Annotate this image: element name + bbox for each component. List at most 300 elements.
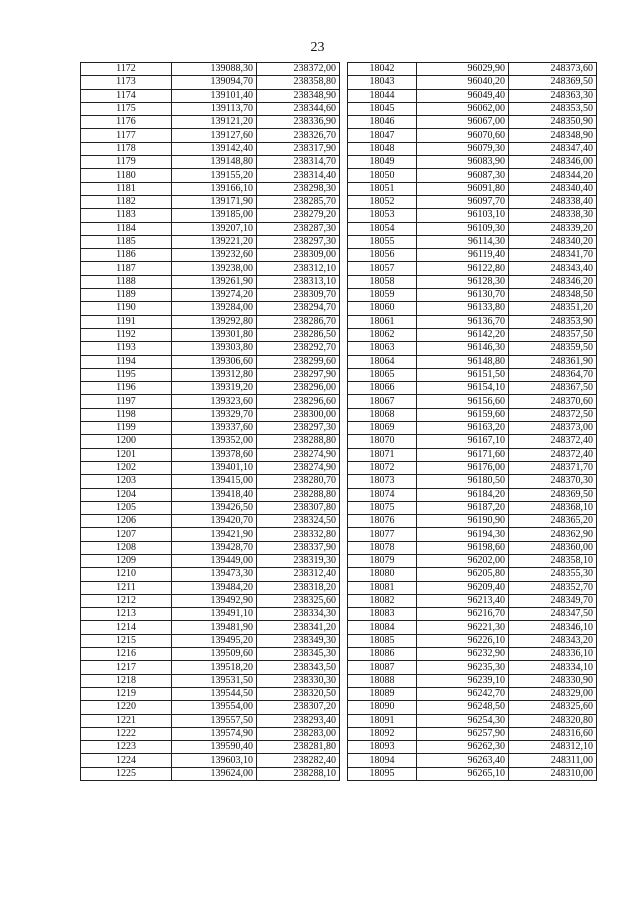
left-coord-x-cell: 139319,20 [172,382,257,395]
left-point-number-cell: 1208 [81,541,172,554]
left-point-number-cell: 1188 [81,275,172,288]
right-coord-x-cell: 96184,20 [417,488,509,501]
left-point-number-cell: 1200 [81,435,172,448]
right-coord-y-cell: 248358,10 [509,554,597,567]
right-coord-y-cell: 248351,20 [509,302,597,315]
right-coord-x-cell: 96154,10 [417,382,509,395]
left-coord-x-cell: 139518,20 [172,661,257,674]
table-row [81,528,597,541]
left-coord-y-cell: 238349,30 [257,634,340,647]
column-gap [340,262,348,275]
right-coord-x-cell: 96221,30 [417,621,509,634]
left-coord-y-cell: 238313,10 [257,275,340,288]
right-coord-y-cell: 248316,60 [509,727,597,740]
table-row [81,195,597,208]
column-gap [340,528,348,541]
left-coord-x-cell: 139261,90 [172,275,257,288]
right-coord-y-cell: 248320,80 [509,714,597,727]
column-gap [340,634,348,647]
left-coord-y-cell: 238293,40 [257,714,340,727]
left-coord-y-cell: 238318,20 [257,581,340,594]
right-coord-y-cell: 248343,20 [509,634,597,647]
right-coord-y-cell: 248371,70 [509,461,597,474]
right-point-number-cell: 18069 [348,422,417,435]
column-gap [340,554,348,567]
left-coord-y-cell: 238336,90 [257,116,340,129]
left-coord-y-cell: 238320,50 [257,687,340,700]
left-point-number-cell: 1204 [81,488,172,501]
left-point-number-cell: 1190 [81,302,172,315]
coordinates-table [80,62,597,781]
right-point-number-cell: 18076 [348,515,417,528]
right-coord-y-cell: 248361,90 [509,355,597,368]
table-row [81,355,597,368]
column-gap [340,182,348,195]
left-coord-x-cell: 139426,50 [172,501,257,514]
left-coord-y-cell: 238325,60 [257,594,340,607]
column-gap [340,568,348,581]
left-coord-x-cell: 139473,30 [172,568,257,581]
column-gap [340,488,348,501]
left-coord-y-cell: 238337,90 [257,541,340,554]
right-coord-y-cell: 248372,50 [509,408,597,421]
right-coord-y-cell: 248346,10 [509,621,597,634]
left-point-number-cell: 1207 [81,528,172,541]
left-point-number-cell: 1199 [81,422,172,435]
left-coord-x-cell: 139415,00 [172,475,257,488]
table-row [81,328,597,341]
right-coord-y-cell: 248348,50 [509,289,597,302]
table-row [81,501,597,514]
column-gap [340,368,348,381]
right-coord-y-cell: 248346,00 [509,156,597,169]
left-coord-y-cell: 238334,30 [257,608,340,621]
column-gap [340,461,348,474]
right-coord-y-cell: 248348,90 [509,129,597,142]
column-gap [340,116,348,129]
column-gap [340,701,348,714]
left-point-number-cell: 1180 [81,169,172,182]
left-point-number-cell: 1222 [81,727,172,740]
column-gap [340,741,348,754]
left-point-number-cell: 1201 [81,448,172,461]
right-coord-x-cell: 96163,20 [417,422,509,435]
left-point-number-cell: 1216 [81,648,172,661]
right-coord-y-cell: 248340,40 [509,182,597,195]
left-coord-x-cell: 139094,70 [172,76,257,89]
table-row [81,169,597,182]
right-point-number-cell: 18044 [348,89,417,102]
table-row [81,554,597,567]
left-coord-x-cell: 139574,90 [172,727,257,740]
left-coord-x-cell: 139323,60 [172,395,257,408]
left-point-number-cell: 1191 [81,315,172,328]
column-gap [340,621,348,634]
right-point-number-cell: 18042 [348,63,417,76]
left-point-number-cell: 1187 [81,262,172,275]
column-gap [340,608,348,621]
left-coord-x-cell: 139603,10 [172,754,257,767]
left-point-number-cell: 1212 [81,594,172,607]
right-point-number-cell: 18066 [348,382,417,395]
table-row [81,634,597,647]
table-row [81,102,597,115]
table-row [81,541,597,554]
column-gap [340,76,348,89]
right-coord-y-cell: 248336,10 [509,648,597,661]
right-coord-y-cell: 248355,30 [509,568,597,581]
left-coord-y-cell: 238314,40 [257,169,340,182]
right-point-number-cell: 18094 [348,754,417,767]
left-coord-x-cell: 139171,90 [172,195,257,208]
left-coord-x-cell: 139207,10 [172,222,257,235]
left-coord-x-cell: 139301,80 [172,328,257,341]
left-point-number-cell: 1213 [81,608,172,621]
right-point-number-cell: 18056 [348,249,417,262]
right-coord-y-cell: 248370,30 [509,475,597,488]
left-point-number-cell: 1206 [81,515,172,528]
right-point-number-cell: 18068 [348,408,417,421]
left-coord-y-cell: 238312,40 [257,568,340,581]
right-coord-y-cell: 248372,40 [509,448,597,461]
right-coord-y-cell: 248330,90 [509,674,597,687]
table-row [81,621,597,634]
left-coord-x-cell: 139221,20 [172,235,257,248]
left-coord-y-cell: 238288,80 [257,435,340,448]
column-gap [340,687,348,700]
right-coord-y-cell: 248369,50 [509,76,597,89]
page-number: 23 [310,40,325,55]
right-point-number-cell: 18075 [348,501,417,514]
right-coord-x-cell: 96248,50 [417,701,509,714]
table-row [81,129,597,142]
right-coord-x-cell: 96130,70 [417,289,509,302]
table-row [81,289,597,302]
right-coord-x-cell: 96114,30 [417,235,509,248]
left-point-number-cell: 1194 [81,355,172,368]
table-row [81,594,597,607]
right-point-number-cell: 18061 [348,315,417,328]
table-row [81,249,597,262]
left-coord-y-cell: 238288,10 [257,767,340,780]
right-coord-x-cell: 96151,50 [417,368,509,381]
right-coord-x-cell: 96242,70 [417,687,509,700]
table-row [81,741,597,754]
right-coord-y-cell: 248325,60 [509,701,597,714]
right-point-number-cell: 18071 [348,448,417,461]
right-coord-x-cell: 96133,80 [417,302,509,315]
right-point-number-cell: 18082 [348,594,417,607]
right-coord-y-cell: 248347,40 [509,142,597,155]
table-body [81,63,597,781]
right-point-number-cell: 18089 [348,687,417,700]
left-point-number-cell: 1184 [81,222,172,235]
right-coord-x-cell: 96213,40 [417,594,509,607]
column-gap [340,302,348,315]
column-gap [340,422,348,435]
left-point-number-cell: 1183 [81,209,172,222]
right-coord-x-cell: 96146,30 [417,342,509,355]
left-coord-y-cell: 238300,00 [257,408,340,421]
column-gap [340,249,348,262]
left-coord-y-cell: 238326,70 [257,129,340,142]
left-point-number-cell: 1225 [81,767,172,780]
column-gap [340,767,348,780]
right-coord-x-cell: 96062,00 [417,102,509,115]
right-coord-x-cell: 96209,40 [417,581,509,594]
right-coord-x-cell: 96265,10 [417,767,509,780]
left-coord-x-cell: 139421,90 [172,528,257,541]
right-coord-x-cell: 96128,30 [417,275,509,288]
right-point-number-cell: 18059 [348,289,417,302]
left-coord-x-cell: 139329,70 [172,408,257,421]
left-coord-x-cell: 139312,80 [172,368,257,381]
right-coord-y-cell: 248312,10 [509,741,597,754]
left-coord-y-cell: 238283,00 [257,727,340,740]
right-coord-x-cell: 96180,50 [417,475,509,488]
right-coord-y-cell: 248347,50 [509,608,597,621]
right-coord-y-cell: 248340,20 [509,235,597,248]
right-coord-y-cell: 248338,30 [509,209,597,222]
right-coord-y-cell: 248334,10 [509,661,597,674]
left-coord-x-cell: 139185,00 [172,209,257,222]
right-coord-x-cell: 96159,60 [417,408,509,421]
right-point-number-cell: 18084 [348,621,417,634]
left-coord-y-cell: 238309,70 [257,289,340,302]
table-row [81,342,597,355]
right-point-number-cell: 18095 [348,767,417,780]
right-point-number-cell: 18051 [348,182,417,195]
right-coord-x-cell: 96142,20 [417,328,509,341]
right-coord-x-cell: 96202,00 [417,554,509,567]
right-point-number-cell: 18079 [348,554,417,567]
left-coord-y-cell: 238298,30 [257,182,340,195]
right-coord-x-cell: 96122,80 [417,262,509,275]
left-coord-y-cell: 238296,00 [257,382,340,395]
right-point-number-cell: 18046 [348,116,417,129]
right-coord-y-cell: 248353,90 [509,315,597,328]
left-point-number-cell: 1176 [81,116,172,129]
left-coord-x-cell: 139166,10 [172,182,257,195]
column-gap [340,342,348,355]
right-coord-y-cell: 248363,30 [509,89,597,102]
left-coord-y-cell: 238348,90 [257,89,340,102]
right-coord-y-cell: 248373,60 [509,63,597,76]
right-coord-x-cell: 96148,80 [417,355,509,368]
right-point-number-cell: 18065 [348,368,417,381]
left-point-number-cell: 1173 [81,76,172,89]
right-point-number-cell: 18074 [348,488,417,501]
right-point-number-cell: 18070 [348,435,417,448]
right-coord-y-cell: 248352,70 [509,581,597,594]
table-row [81,422,597,435]
right-coord-x-cell: 96194,30 [417,528,509,541]
left-coord-x-cell: 139155,20 [172,169,257,182]
table-row [81,461,597,474]
left-coord-x-cell: 139232,60 [172,249,257,262]
left-coord-y-cell: 238292,70 [257,342,340,355]
left-point-number-cell: 1189 [81,289,172,302]
left-coord-y-cell: 238274,90 [257,448,340,461]
left-coord-y-cell: 238343,50 [257,661,340,674]
table-row [81,608,597,621]
left-coord-y-cell: 238324,50 [257,515,340,528]
left-coord-y-cell: 238297,30 [257,422,340,435]
left-coord-x-cell: 139378,60 [172,448,257,461]
column-gap [340,195,348,208]
table-row [81,701,597,714]
left-point-number-cell: 1198 [81,408,172,421]
right-coord-y-cell: 248372,40 [509,435,597,448]
right-coord-x-cell: 96029,90 [417,63,509,76]
right-coord-y-cell: 248329,00 [509,687,597,700]
column-gap [340,222,348,235]
left-coord-x-cell: 139484,20 [172,581,257,594]
left-point-number-cell: 1175 [81,102,172,115]
right-point-number-cell: 18078 [348,541,417,554]
right-coord-y-cell: 248360,00 [509,541,597,554]
right-coord-y-cell: 248346,20 [509,275,597,288]
column-gap [340,275,348,288]
right-coord-x-cell: 96176,00 [417,461,509,474]
right-coord-x-cell: 96156,60 [417,395,509,408]
table-row [81,435,597,448]
left-coord-x-cell: 139428,70 [172,541,257,554]
left-point-number-cell: 1224 [81,754,172,767]
right-point-number-cell: 18077 [348,528,417,541]
table-row [81,182,597,195]
column-gap [340,328,348,341]
left-coord-y-cell: 238297,30 [257,235,340,248]
right-point-number-cell: 18045 [348,102,417,115]
right-coord-y-cell: 248368,10 [509,501,597,514]
left-point-number-cell: 1185 [81,235,172,248]
right-point-number-cell: 18080 [348,568,417,581]
right-coord-x-cell: 96257,90 [417,727,509,740]
column-gap [340,169,348,182]
right-coord-x-cell: 96119,40 [417,249,509,262]
left-point-number-cell: 1177 [81,129,172,142]
right-point-number-cell: 18062 [348,328,417,341]
left-coord-y-cell: 238282,40 [257,754,340,767]
right-coord-x-cell: 96079,30 [417,142,509,155]
left-point-number-cell: 1172 [81,63,172,76]
left-coord-y-cell: 238279,20 [257,209,340,222]
table-row [81,408,597,421]
right-coord-x-cell: 96097,70 [417,195,509,208]
column-gap [340,142,348,155]
left-point-number-cell: 1223 [81,741,172,754]
right-coord-y-cell: 248362,90 [509,528,597,541]
table-row [81,63,597,76]
left-coord-y-cell: 238314,70 [257,156,340,169]
right-coord-y-cell: 248349,70 [509,594,597,607]
left-point-number-cell: 1203 [81,475,172,488]
right-coord-x-cell: 96187,20 [417,501,509,514]
right-coord-y-cell: 248343,40 [509,262,597,275]
right-point-number-cell: 18057 [348,262,417,275]
table-row [81,448,597,461]
left-coord-y-cell: 238344,60 [257,102,340,115]
left-coord-y-cell: 238288,80 [257,488,340,501]
column-gap [340,515,348,528]
left-coord-x-cell: 139544,50 [172,687,257,700]
left-coord-y-cell: 238280,70 [257,475,340,488]
left-point-number-cell: 1215 [81,634,172,647]
table-row [81,727,597,740]
right-coord-x-cell: 96070,60 [417,129,509,142]
table-row [81,222,597,235]
column-gap [340,541,348,554]
table-row [81,754,597,767]
column-gap [340,382,348,395]
right-point-number-cell: 18073 [348,475,417,488]
left-point-number-cell: 1205 [81,501,172,514]
left-point-number-cell: 1197 [81,395,172,408]
column-gap [340,102,348,115]
right-coord-x-cell: 96103,10 [417,209,509,222]
right-point-number-cell: 18060 [348,302,417,315]
right-coord-x-cell: 96067,00 [417,116,509,129]
left-coord-y-cell: 238281,80 [257,741,340,754]
left-coord-y-cell: 238307,20 [257,701,340,714]
left-coord-y-cell: 238299,60 [257,355,340,368]
right-coord-y-cell: 248310,00 [509,767,597,780]
column-gap [340,714,348,727]
left-coord-x-cell: 139624,00 [172,767,257,780]
right-point-number-cell: 18091 [348,714,417,727]
column-gap [340,754,348,767]
left-point-number-cell: 1195 [81,368,172,381]
column-gap [340,89,348,102]
right-point-number-cell: 18064 [348,355,417,368]
left-point-number-cell: 1214 [81,621,172,634]
right-point-number-cell: 18063 [348,342,417,355]
left-coord-y-cell: 238274,90 [257,461,340,474]
column-gap [340,501,348,514]
left-point-number-cell: 1219 [81,687,172,700]
right-coord-x-cell: 96136,70 [417,315,509,328]
right-point-number-cell: 18055 [348,235,417,248]
left-coord-y-cell: 238309,00 [257,249,340,262]
table-row [81,475,597,488]
left-coord-x-cell: 139401,10 [172,461,257,474]
right-coord-y-cell: 248373,00 [509,422,597,435]
left-coord-x-cell: 139306,60 [172,355,257,368]
left-point-number-cell: 1186 [81,249,172,262]
right-coord-y-cell: 248339,20 [509,222,597,235]
right-coord-y-cell: 248370,60 [509,395,597,408]
right-coord-x-cell: 96254,30 [417,714,509,727]
right-point-number-cell: 18053 [348,209,417,222]
left-point-number-cell: 1179 [81,156,172,169]
left-coord-y-cell: 238286,50 [257,328,340,341]
table-row [81,315,597,328]
right-point-number-cell: 18049 [348,156,417,169]
right-point-number-cell: 18043 [348,76,417,89]
table-row [81,661,597,674]
left-coord-x-cell: 139127,60 [172,129,257,142]
column-gap [340,395,348,408]
left-point-number-cell: 1193 [81,342,172,355]
left-coord-y-cell: 238287,30 [257,222,340,235]
left-coord-x-cell: 139509,60 [172,648,257,661]
left-coord-y-cell: 238372,00 [257,63,340,76]
table-row [81,89,597,102]
right-point-number-cell: 18086 [348,648,417,661]
left-coord-y-cell: 238296,60 [257,395,340,408]
right-point-number-cell: 18047 [348,129,417,142]
